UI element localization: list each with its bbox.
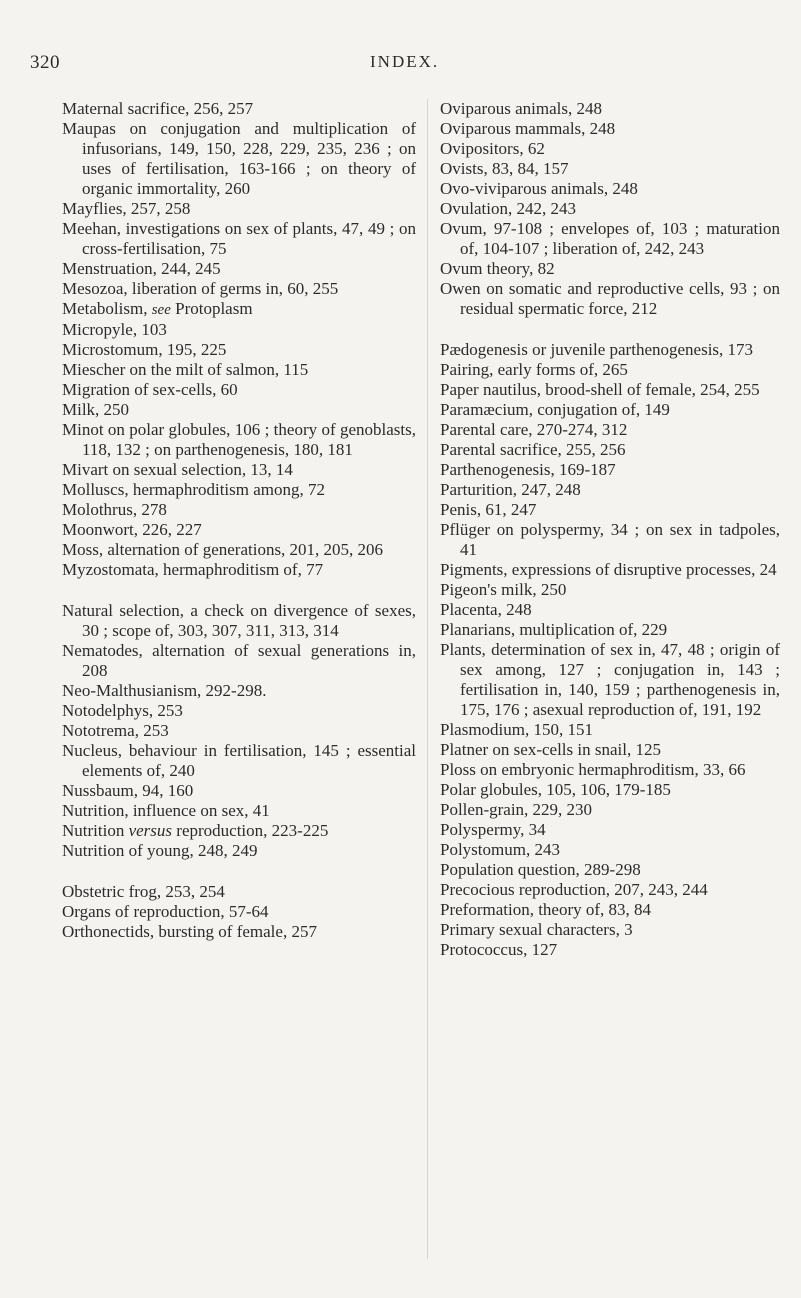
index-entry: Oviparous mammals, 248 <box>440 119 616 138</box>
index-entry: Oviparous animals, 248 <box>440 99 602 118</box>
index-entry: Migration of sex-cells, 60 <box>62 380 238 399</box>
index-entry: Organs of reproduction, 57-64 <box>62 902 269 921</box>
index-entry: Nutrition of young, 248, 249 <box>62 841 258 860</box>
index-entry: Maupas on conjugation and multiplication of infusorians, 149, 150, 228, 229, 235, 236 ; on uses of fertilisation, 163-166 ; on theory of organic immortality, 260 <box>62 119 416 198</box>
index-entry: Maternal sacrifice, 256, 257 <box>62 99 254 118</box>
index-entry: Nussbaum, 94, 160 <box>62 781 194 800</box>
index-letter-group <box>440 99 780 319</box>
index-entry: Nucleus, behaviour in fertilisation, 145 ; essential elements of, 240 <box>62 741 416 780</box>
index-entry: Neo-Malthusianism, 292-298. <box>62 681 267 700</box>
index-letter-group <box>440 340 780 960</box>
index-entry: Ovulation, 242, 243 <box>440 199 576 218</box>
index-entry: Nutrition versus reproduction, 223-225 <box>62 821 329 840</box>
index-entry: Pflüger on polyspermy, 34 ; on sex in tadpoles, 41 <box>440 520 780 559</box>
index-entry: Penis, 61, 247 <box>440 500 537 519</box>
index-column-right <box>440 99 780 981</box>
index-entry: Nematodes, alternation of sexual generations in, 208 <box>62 641 416 680</box>
index-entry: Paper nautilus, brood-shell of female, 254, 255 <box>440 380 760 399</box>
index-letter-group <box>62 99 416 580</box>
index-entry: Mayflies, 257, 258 <box>62 199 191 218</box>
index-entry: Parthenogenesis, 169-187 <box>440 460 616 479</box>
index-entry: Meehan, investigations on sex of plants, 47, 49 ; on cross-fertilisation, 75 <box>62 219 416 258</box>
index-entry: Myzostomata, hermaphroditism of, 77 <box>62 560 324 579</box>
index-entry: Population question, 289-298 <box>440 860 641 879</box>
index-entry: Parental sacrifice, 255, 256 <box>440 440 626 459</box>
index-entry: Primary sexual characters, 3 <box>440 920 633 939</box>
index-entry: Pigments, expressions of disruptive processes, 24 <box>440 560 777 579</box>
index-entry: Placenta, 248 <box>440 600 532 619</box>
index-entry: Micropyle, 103 <box>62 320 167 339</box>
index-entry: Parental care, 270-274, 312 <box>440 420 628 439</box>
page-header <box>0 52 801 74</box>
index-entry: Milk, 250 <box>62 400 130 419</box>
index-entry: Precocious reproduction, 207, 243, 244 <box>440 880 708 899</box>
index-entry: Mesozoa, liberation of germs in, 60, 255 <box>62 279 339 298</box>
index-entry: Protococcus, 127 <box>440 940 558 959</box>
index-entry: Molothrus, 278 <box>62 500 167 519</box>
index-entry: Pigeon's milk, 250 <box>440 580 567 599</box>
index-entry: Ovo-viviparous animals, 248 <box>440 179 638 198</box>
index-entry: Parturition, 247, 248 <box>440 480 581 499</box>
index-entry: Plasmodium, 150, 151 <box>440 720 594 739</box>
index-entry: Ovists, 83, 84, 157 <box>440 159 569 178</box>
index-entry: Planarians, multiplication of, 229 <box>440 620 668 639</box>
index-entry: Owen on somatic and reproductive cells, 93 ; on residual spermatic force, 212 <box>440 279 780 318</box>
index-entry: Metabolism, see Protoplasm <box>62 299 253 318</box>
index-entry: Natural selection, a check on divergence of sexes, 30 ; scope of, 303, 307, 311, 313, 314 <box>62 601 416 640</box>
index-entry: Ovum, 97-108 ; envelopes of, 103 ; maturation of, 104-107 ; liberation of, 242, 243 <box>440 219 780 258</box>
index-entry: Nutrition, influence on sex, 41 <box>62 801 270 820</box>
index-entry: Moss, alternation of generations, 201, 205, 206 <box>62 540 384 559</box>
index-entry: Microstomum, 195, 225 <box>62 340 227 359</box>
index-entry: Polystomum, 243 <box>440 840 560 859</box>
index-entry: Menstruation, 244, 245 <box>62 259 221 278</box>
index-entry: Preformation, theory of, 83, 84 <box>440 900 652 919</box>
page-number: 320 <box>30 52 60 73</box>
index-entry: Plants, determination of sex in, 47, 48 ; origin of sex among, 127 ; conjugation in, 143 ; fertilisation in, 140, 159 ; parthenogenesis in, 175, 176 ; asexual reproduction of, 191, 192 <box>440 640 780 719</box>
index-entry: Pollen-grain, 229, 230 <box>440 800 593 819</box>
index-entry: Platner on sex-cells in snail, 125 <box>440 740 661 759</box>
index-entry: Polar globules, 105, 106, 179-185 <box>440 780 671 799</box>
index-entry: Pædogenesis or juvenile parthenogenesis, 173 <box>440 340 754 359</box>
column-divider <box>427 99 428 1259</box>
running-title: INDEX. <box>370 52 440 71</box>
index-entry: Polyspermy, 34 <box>440 820 546 839</box>
index-entry: Miescher on the milt of salmon, 115 <box>62 360 309 379</box>
index-entry: Ploss on embryonic hermaphroditism, 33, 66 <box>440 760 746 779</box>
index-letter-group <box>62 882 416 942</box>
index-entry: Pairing, early forms of, 265 <box>440 360 628 379</box>
index-column-left <box>62 99 416 963</box>
index-entry: Orthonectids, bursting of female, 257 <box>62 922 317 941</box>
index-entry: Ovipositors, 62 <box>440 139 545 158</box>
index-entry: Nototrema, 253 <box>62 721 169 740</box>
index-entry: Paramæcium, conjugation of, 149 <box>440 400 670 419</box>
index-entry: Obstetric frog, 253, 254 <box>62 882 225 901</box>
index-entry: Mivart on sexual selection, 13, 14 <box>62 460 293 479</box>
index-letter-group <box>62 601 416 861</box>
index-entry: Moonwort, 226, 227 <box>62 520 202 539</box>
index-entry: Notodelphys, 253 <box>62 701 183 720</box>
index-entry: Molluscs, hermaphroditism among, 72 <box>62 480 326 499</box>
index-entry: Minot on polar globules, 106 ; theory of genoblasts, 118, 132 ; on parthenogenesis, 180, 181 <box>62 420 416 459</box>
index-entry: Ovum theory, 82 <box>440 259 555 278</box>
